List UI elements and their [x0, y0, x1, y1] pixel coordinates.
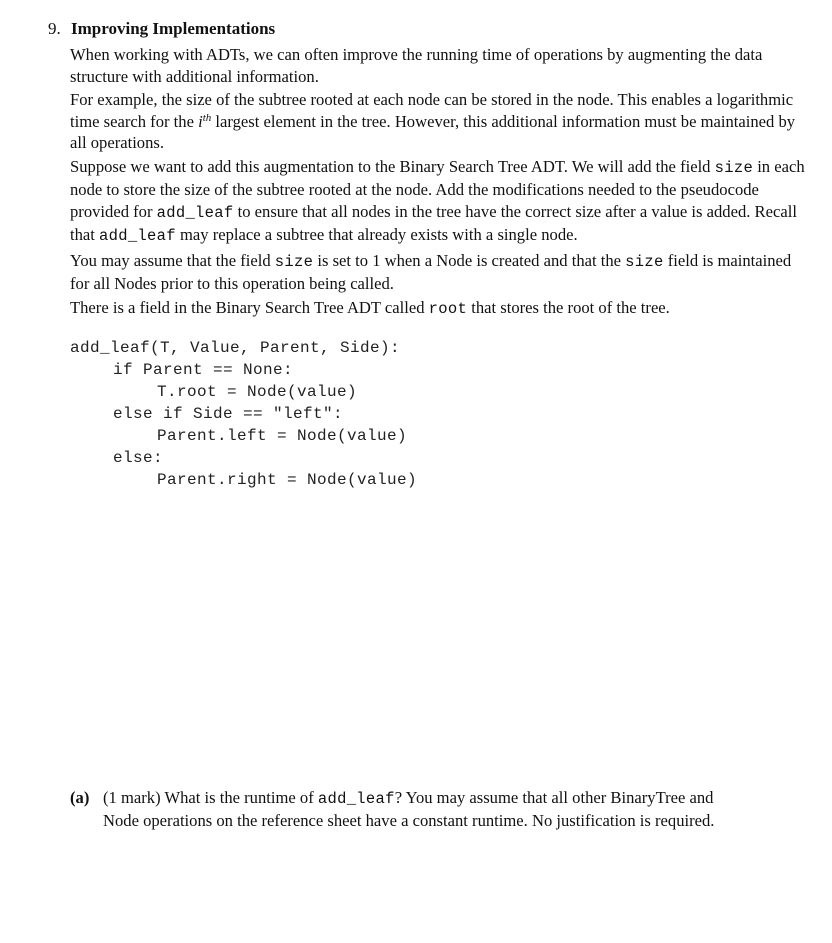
pseudocode-block	[70, 337, 417, 491]
subquestion-label: (a)	[70, 788, 90, 807]
subquestion-a-line1: (a) (1 mark) What is the runtime of add_leaf? You may assume that all other BinaryTree and	[70, 788, 714, 808]
code-ref-size: size	[625, 252, 664, 271]
question-body	[70, 44, 810, 322]
code-line: T.root = Node(value)	[157, 383, 358, 401]
code-ref-add-leaf: add_leaf	[99, 227, 176, 245]
paragraph-assumption: You may assume that the field size is set to 1 when a Node is created and that the size field is maintained for all Nodes prior to this operation being called.	[70, 250, 792, 293]
paragraph-augmentation: Suppose we want to add this augmentation to the Binary Search Tree ADT. We will add the field size in each node to store the size of the subtree rooted at the node. Add the modifications needed to the pseudocode provided for add_leaf to ensure that all nodes in the tree have the correct size after a value is added. Recall that add_leaf may replace a subtree that already exists with a single node.	[70, 156, 805, 245]
code-ref-size: size	[274, 252, 314, 271]
code-line: if Parent == None:	[113, 361, 294, 379]
code-line: Parent.right = Node(value)	[157, 471, 418, 489]
question-title: Improving Implementations	[71, 19, 276, 38]
code-ref-add-leaf: add_leaf	[156, 203, 234, 222]
subquestion-a-line2: Node operations on the reference sheet have a constant runtime. No justification is required.	[103, 811, 715, 830]
code-line: else:	[113, 449, 164, 467]
code-line: else if Side == "left":	[113, 405, 344, 423]
subquestion-a	[70, 787, 790, 832]
paragraph-root-field: There is a field in the Binary Search Tree ADT called root that stores the root of the tree.	[70, 297, 670, 318]
paragraph-example: For example, the size of the subtree rooted at each node can be stored in the node. This enables a logarithmic time search for the $i^{th}$ largest element in the tree. However, this additional information must be maintained by all operations.	[70, 90, 796, 152]
question-heading	[48, 18, 275, 40]
code-line: Parent.left = Node(value)	[157, 427, 408, 445]
code-ref-add-leaf: add_leaf	[317, 790, 395, 808]
code-ref-size: size	[714, 158, 754, 177]
paragraph-intro: When working with ADTs, we can often improve the running time of operations by augmenting the data structure with additional information.	[70, 45, 763, 86]
code-ref-root: root	[428, 299, 468, 318]
superscript-th: th	[202, 111, 212, 124]
code-line: add_leaf(T, Value, Parent, Side):	[70, 339, 401, 357]
question-number: 9.	[48, 19, 61, 38]
